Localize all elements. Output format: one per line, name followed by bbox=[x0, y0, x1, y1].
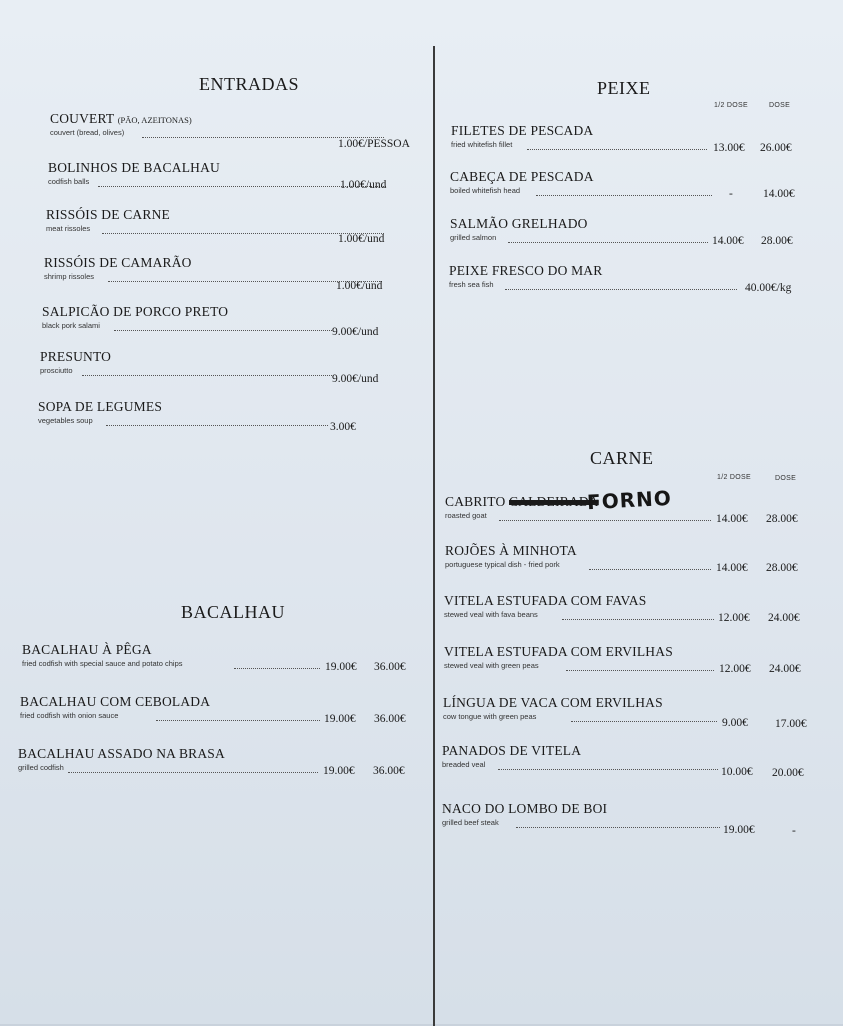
leader-dots bbox=[516, 827, 720, 828]
item-description: couvert (bread, olives) bbox=[50, 128, 125, 137]
menu-item-presunto bbox=[40, 349, 400, 397]
menu-item-naco bbox=[442, 801, 817, 849]
item-price-full: 26.00€ bbox=[760, 142, 792, 154]
leader-dots bbox=[106, 425, 328, 426]
item-description: fried codfish with onion sauce bbox=[20, 711, 119, 720]
menu-item-rojoes bbox=[445, 543, 815, 591]
item-price-full: 20.00€ bbox=[772, 767, 804, 779]
leader-dots bbox=[68, 772, 318, 773]
leader-dots bbox=[499, 520, 711, 521]
item-description: shrimp rissoles bbox=[44, 272, 95, 281]
menu-item-vitela-favas bbox=[444, 593, 816, 641]
item-price: 1.00€/PESSOA bbox=[338, 138, 410, 150]
leader-dots bbox=[498, 769, 718, 770]
item-name: RISSÓIS DE CAMARÃO bbox=[44, 255, 192, 270]
menu-item-peixe-fresco bbox=[449, 263, 809, 311]
item-name: ROJÕES À MINHOTA bbox=[445, 543, 577, 558]
menu-item-bacalhau-cebolada bbox=[20, 694, 420, 742]
item-note: (PÃO, AZEITONAS) bbox=[117, 115, 192, 125]
menu-item-sopa bbox=[38, 399, 398, 447]
menu-item-cabeca bbox=[450, 169, 810, 217]
handwritten-note: FORNO bbox=[586, 485, 673, 515]
item-description: grilled beef steak bbox=[442, 818, 499, 827]
item-name: FILETES DE PESCADA bbox=[451, 123, 594, 138]
item-name: CABRITO bbox=[445, 494, 506, 509]
menu-item-couvert bbox=[50, 111, 410, 159]
item-description: roasted goat bbox=[445, 511, 487, 520]
item-price-full: 24.00€ bbox=[769, 663, 801, 675]
item-price-full: 24.00€ bbox=[768, 612, 800, 624]
item-name: BACALHAU À PÊGA bbox=[22, 642, 152, 657]
item-name: RISSÓIS DE CARNE bbox=[46, 207, 170, 222]
item-name: COUVERT bbox=[50, 111, 115, 126]
menu-item-filetes bbox=[451, 123, 811, 171]
item-description: fresh sea fish bbox=[449, 280, 494, 289]
item-name: PRESUNTO bbox=[40, 349, 112, 364]
menu-item-salpicao bbox=[42, 304, 402, 352]
leader-dots bbox=[156, 720, 320, 721]
menu-item-rissois-camarao bbox=[44, 255, 404, 303]
item-price: 9.00€/und bbox=[332, 326, 379, 338]
menu-item-rissois-carne bbox=[46, 207, 406, 255]
item-description: vegetables soup bbox=[38, 416, 93, 425]
item-price-half: 14.00€ bbox=[716, 513, 748, 525]
struck-text: CALDEIRADA bbox=[509, 494, 599, 509]
menu-item-panados bbox=[442, 743, 817, 791]
item-price-half: 14.00€ bbox=[712, 235, 744, 247]
item-description: breaded veal bbox=[442, 760, 486, 769]
item-price-full: 36.00€ bbox=[374, 661, 406, 673]
item-description: portuguese typical dish - fried pork bbox=[445, 560, 560, 569]
leader-dots bbox=[234, 668, 320, 669]
item-description: cow tongue with green peas bbox=[443, 712, 537, 721]
menu-item-bacalhau-pega bbox=[22, 642, 422, 690]
item-description: fried codfish with special sauce and potato chips bbox=[22, 659, 183, 668]
item-name: LÍNGUA DE VACA COM ERVILHAS bbox=[443, 695, 663, 710]
item-price-half: 12.00€ bbox=[719, 663, 751, 675]
section-title-entradas: ENTRADAS bbox=[199, 74, 300, 94]
item-description: fried whitefish fillet bbox=[451, 140, 513, 149]
item-name: BOLINHOS DE BACALHAU bbox=[48, 160, 220, 175]
item-price-half: 12.00€ bbox=[718, 612, 750, 624]
item-description: stewed veal with fava beans bbox=[444, 610, 538, 619]
leader-dots bbox=[589, 569, 711, 570]
menu-item-bacalhau-brasa bbox=[18, 746, 418, 794]
item-price-half: 9.00€ bbox=[722, 717, 748, 729]
item-price-full: 28.00€ bbox=[761, 235, 793, 247]
item-price-full: 28.00€ bbox=[766, 513, 798, 525]
leader-dots bbox=[505, 289, 737, 290]
header-half-dose: 1/2 DOSE bbox=[714, 102, 748, 109]
leader-dots bbox=[562, 619, 714, 620]
item-name: PEIXE FRESCO DO MAR bbox=[449, 263, 603, 278]
item-description: prosciutto bbox=[40, 366, 73, 375]
item-name: VITELA ESTUFADA COM FAVAS bbox=[444, 593, 647, 608]
item-price-full: 36.00€ bbox=[373, 765, 405, 777]
leader-dots bbox=[82, 375, 332, 376]
item-price-half: - bbox=[729, 188, 733, 200]
item-price: 3.00€ bbox=[330, 421, 356, 433]
header-half-dose: 1/2 DOSE bbox=[717, 474, 751, 481]
item-description: grilled salmon bbox=[450, 233, 497, 242]
item-name: SALPICÃO DE PORCO PRETO bbox=[42, 304, 229, 319]
item-price: 1.00€/und bbox=[338, 233, 385, 245]
item-description: stewed veal with green peas bbox=[444, 661, 539, 670]
item-description: black pork salami bbox=[42, 321, 100, 330]
item-price-half: 19.00€ bbox=[323, 765, 355, 777]
item-price-half: 13.00€ bbox=[713, 142, 745, 154]
leader-dots bbox=[566, 670, 714, 671]
item-price-half: 19.00€ bbox=[324, 713, 356, 725]
menu-item-cabrito bbox=[445, 485, 815, 542]
item-name: NACO DO LOMBO DE BOI bbox=[442, 801, 608, 816]
item-price: 9.00€/und bbox=[332, 373, 379, 385]
item-price-half: 14.00€ bbox=[716, 562, 748, 574]
item-price-half: 19.00€ bbox=[723, 824, 755, 836]
menu-item-vitela-ervilhas bbox=[444, 644, 816, 692]
leader-dots bbox=[508, 242, 708, 243]
leader-dots bbox=[571, 721, 717, 722]
item-name: PANADOS DE VITELA bbox=[442, 743, 582, 758]
item-description: grilled codfish bbox=[18, 763, 64, 772]
item-price-half: 10.00€ bbox=[721, 766, 753, 778]
section-title-carne: CARNE bbox=[590, 448, 654, 468]
item-price-full: - bbox=[792, 825, 796, 837]
item-name: SALMÃO GRELHADO bbox=[450, 216, 588, 231]
header-dose: DOSE bbox=[775, 475, 797, 482]
header-dose: DOSE bbox=[769, 102, 791, 109]
item-name: VITELA ESTUFADA COM ERVILHAS bbox=[444, 644, 673, 659]
leader-dots bbox=[527, 149, 707, 150]
item-price-full: 36.00€ bbox=[374, 713, 406, 725]
item-name: CABEÇA DE PESCADA bbox=[450, 169, 594, 184]
item-name: SOPA DE LEGUMES bbox=[38, 399, 163, 414]
item-description: meat rissoles bbox=[46, 224, 91, 233]
menu-item-salmao bbox=[450, 216, 810, 264]
item-price-full: 14.00€ bbox=[763, 188, 795, 200]
item-price-full: 17.00€ bbox=[775, 718, 807, 730]
item-description: codfish balls bbox=[48, 177, 90, 186]
item-name: BACALHAU COM CEBOLADA bbox=[20, 694, 211, 709]
item-price-half: 19.00€ bbox=[325, 661, 357, 673]
item-name: BACALHAU ASSADO NA BRASA bbox=[18, 746, 225, 761]
section-title-peixe: PEIXE bbox=[597, 78, 651, 98]
leader-dots bbox=[114, 330, 332, 331]
menu-item-lingua bbox=[443, 695, 817, 743]
section-title-bacalhau: BACALHAU bbox=[181, 602, 286, 622]
leader-dots bbox=[536, 195, 712, 196]
item-price: 1.00€/und bbox=[336, 280, 383, 292]
menu-item-bolinhos bbox=[48, 160, 408, 208]
item-price-full: 40.00€/kg bbox=[745, 282, 792, 294]
item-description: boiled whitefish head bbox=[450, 186, 521, 195]
item-price-full: 28.00€ bbox=[766, 562, 798, 574]
column-divider bbox=[433, 46, 435, 1026]
item-price: 1.00€/und bbox=[340, 179, 387, 191]
